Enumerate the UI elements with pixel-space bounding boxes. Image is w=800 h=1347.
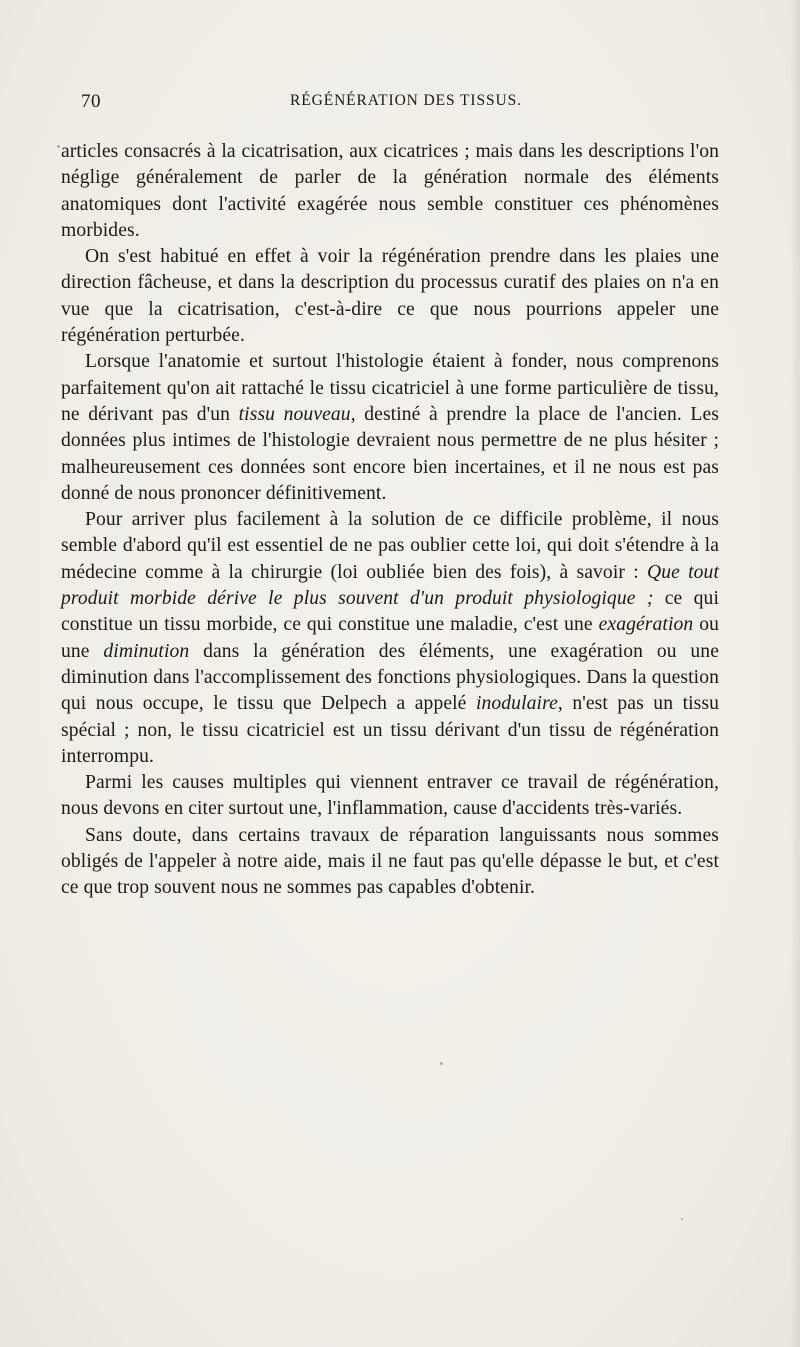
page-number: 70 <box>81 91 101 112</box>
text-run: Sans doute, dans certains travaux de réparation languissants nous sommes obligés de l'appeler à notre aide, mais il ne faut pas qu'elle dépasse le but, et c'est ce que trop souvent nous ne sommes pas capables d'obtenir. <box>61 824 719 899</box>
running-title: RÉGÉNÉRATION DES TISSUS. <box>290 92 522 109</box>
text-run: dans la génération des éléments, une exagération ou une diminution dans l'accomplissement des fonctions physiologiques. Dans la question qui nous occupe, le tissu que Delpech a appelé <box>61 640 719 715</box>
page-edge-shadow <box>790 0 800 1347</box>
print-speck <box>57 145 60 148</box>
text-run: Parmi les causes multiples qui viennent entraver ce travail de régénération, nous devons en citer surtout une, l'inflammation, cause d'accidents très-variés. <box>61 772 719 820</box>
body-text <box>61 139 719 902</box>
paragraph-5 <box>61 770 719 823</box>
italic-phrase: tissu nouveau <box>238 403 351 425</box>
paragraph-3 <box>61 349 719 507</box>
print-speck <box>681 1218 683 1220</box>
text-run: Pour arriver plus facilement à la solution de ce difficile problème, il nous semble d'abord qu'il est essentiel de ne pas oublier cette loi, qui doit s'étendre à la médecine comme à la chirurgie (loi oubliée bien des fois), à savoir : <box>61 509 719 583</box>
text-run: ou une <box>61 614 719 662</box>
italic-phrase: exagération <box>598 614 694 636</box>
paragraph-6 <box>61 823 719 902</box>
paragraph-4 <box>61 507 719 770</box>
paragraph-2 <box>61 244 719 349</box>
text-run: , destiné à prendre la place de l'ancien. Les données plus intimes de l'histologie devraient nous permettre de ne plus hésiter ; malheureusement ces données sont encore bien incertaines, et il ne nous est pas donné de nous prononcer définitivement. <box>61 403 719 504</box>
italic-phrase: Que tout produit morbide dérive le plus souvent d'un produit physiologique ; <box>61 561 719 610</box>
paragraph-1 <box>61 139 719 244</box>
text-run: , n'est pas un tissu spécial ; non, le tissu cicatriciel est un tissu dérivant d'un tissu de régénération interrompu. <box>61 693 720 767</box>
print-speck <box>440 1062 443 1065</box>
italic-phrase: inodulaire <box>475 693 558 715</box>
text-run: On s'est habitué en effet à voir la régénération prendre dans les plaies une direction fâcheuse, et dans la description du processus curatif des plaies on n'a en vue que la cicatrisation, c'est-à-dire ce que nous pourrions appeler une régénération perturbée. <box>61 246 719 347</box>
text-run: articles consacrés à la cicatrisation, aux cicatrices ; mais dans les descriptions l'on néglige généralement de parler de la génération normale des éléments anatomiques dont l'activité exagérée nous semble constituer ces phénomènes morbides. <box>61 141 719 241</box>
page-header <box>81 91 721 117</box>
text-run: Lorsque l'anatomie et surtout l'histologie étaient à fonder, nous comprenons parfaitement qu'on ait rattaché le tissu cicatriciel à une forme particulière de tissu, ne dérivant pas d'un <box>61 351 719 425</box>
italic-phrase: diminution <box>103 640 190 662</box>
text-run: ce qui constitue un tissu morbide, ce qui constitue une maladie, c'est une <box>61 588 719 636</box>
